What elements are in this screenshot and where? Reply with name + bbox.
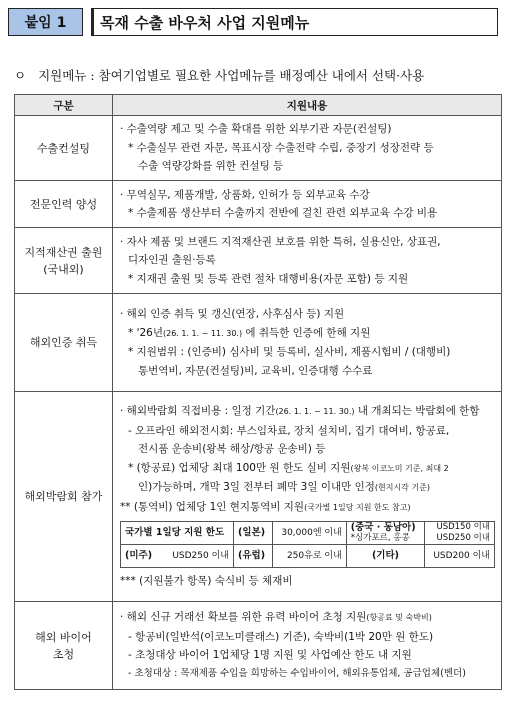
row-content: · 해외박람회 직접비용 : 일정 기간(26. 1. 1. ~ 11. 30.) 내 개최되는 박람회에 한함 - 오프라인 해외전시회: 부스임차료, 장치 설치비, 집기 대여비, 항공료, 전시품 운송비(왕복 해상/항공 운송비) 등 * (항공료) 업체당 최대 100만 원 한도 실비 지원(왕복 이코노미 기준, 최대 2 인)가능하며, 개막 3일 전부터 폐막 3일 이내만 인정(현지시각 기준) ** (통역비) 업체당 1인 현지통역비 지원(국가별 1일당 지원 한도 참고) 국가별 1일당 지원 한도 (일본) 30,000엔 이내 (중국 · 동남아) *싱가포르, 홍콩 USD150 이내 USD250 이내 (미주) USD250 이내 (유럽) 250유로 이내 (기타) USD200 이내 *** (지원불가 항목) 숙식비 등 체재비: [113, 392, 502, 602]
us-cell: (미주) USD250 이내: [121, 545, 234, 568]
limit-header: 국가별 1일당 지원 한도: [121, 522, 234, 545]
row-category: 해외박람회 참가: [15, 392, 113, 602]
table-row: [15, 294, 502, 392]
header-category: 구분: [15, 95, 113, 116]
row-category: 해외인증 취득: [15, 294, 113, 392]
intro-line: [14, 66, 504, 84]
china-sea-label: (중국 · 동남아) *싱가포르, 홍콩: [346, 522, 424, 545]
table-row: [15, 116, 502, 181]
china-sea-value: USD150 이내 USD250 이내: [425, 522, 495, 545]
row-category: 지적재산권 출원 (국내외): [15, 228, 113, 294]
japan-value: 30,000엔 이내: [273, 522, 347, 545]
row-content: · 무역실무, 제품개발, 상품화, 인허가 등 외부교육 수강 * 수출제품 생산부터 수출까지 전반에 걸친 관련 외부교육 수강 비용: [113, 181, 502, 228]
row-content: · 해외 신규 거래선 확보를 위한 유력 바이어 초청 지원(항공료 및 숙박비) - 항공비(일반석(이코노미클래스) 기준), 숙박비(1박 20만 원 한도) - 초청대상 바이어 1업체당 1명 지원 및 사업예산 한도 내 지원 - 초청대상 : 목재제품 수입을 희망하는 수입바이어, 해외유통업체, 공급업체(벤더): [113, 602, 502, 690]
table-row: [15, 602, 502, 690]
attachment-badge: 붙임 1: [8, 8, 83, 36]
document-header: [8, 8, 498, 38]
other-label: (기타): [346, 545, 424, 568]
row-category: 전문인력 양성: [15, 181, 113, 228]
table-header-row: [15, 95, 502, 116]
row-category: 해외 바이어 초청: [15, 602, 113, 690]
circle-bullet-icon: ㅇ: [14, 68, 27, 83]
intro-text: 지원메뉴 : 참여기업별로 필요한 사업메뉴를 배정예산 내에서 선택·사용: [38, 68, 425, 83]
table-row: [15, 228, 502, 294]
eu-label: (유럽): [234, 545, 273, 568]
document-title: 목재 수출 바우처 사업 지원메뉴: [91, 8, 498, 36]
row-content: · 수출역량 제고 및 수출 확대를 위한 외부기관 자문(컨설팅) * 수출실무 관련 자문, 목표시장 수출전략 수립, 중장기 성장전략 등 수출 역량강화를 위한 컨설팅 등: [113, 116, 502, 181]
row-content: · 자사 제품 및 브랜드 지적재산권 보호를 위한 특허, 실용신안, 상표권, 디자인권 출원·등록 * 지재권 출원 및 등록 관련 절차 대행비용(자문 포함) 등 지원: [113, 228, 502, 294]
row-category: 수출컨설팅: [15, 116, 113, 181]
table-row: [15, 181, 502, 228]
eu-value: 250유로 이내: [273, 545, 347, 568]
table-row: [15, 392, 502, 602]
daily-limit-table: [120, 521, 495, 568]
row-content: · 해외 인증 취득 및 갱신(연장, 사후심사 등) 지원 * '26년(26. 1. 1. ~ 11. 30.) 에 취득한 인증에 한해 지원 * 지원범위 : (인증비) 심사비 및 등록비, 실사비, 제품시험비 / (대행비) 통번역비, 자문(컨설팅)비, 교육비, 인증대행 수수료: [113, 294, 502, 392]
other-value: USD200 이내: [425, 545, 495, 568]
header-content: 지원내용: [113, 95, 502, 116]
japan-label: (일본): [234, 522, 273, 545]
support-menu-table: [14, 94, 502, 690]
